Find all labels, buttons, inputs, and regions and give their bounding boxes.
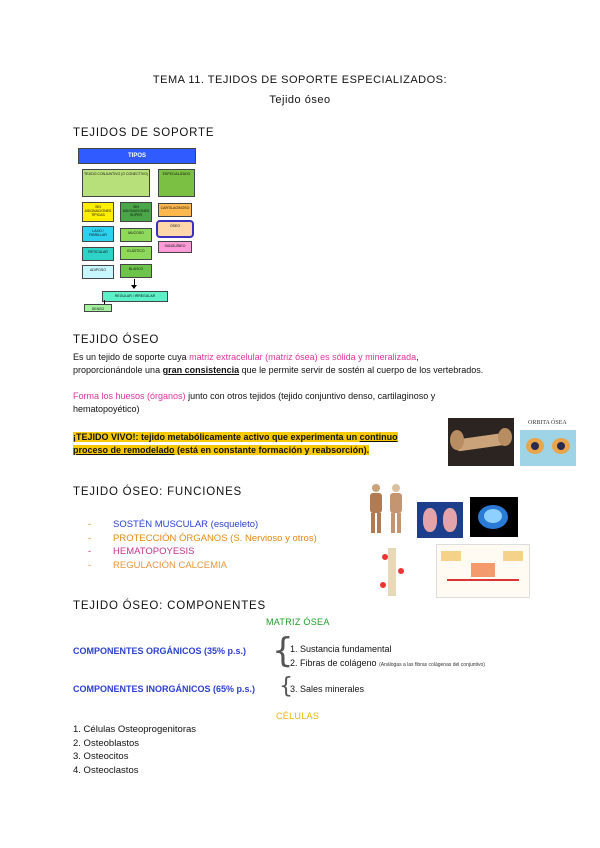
diagram-col-b: SIN ASIGNACIONES SUPER [120, 202, 152, 222]
page-subtitle: Tejido óseo [269, 94, 331, 106]
orbita-skull-image [520, 430, 576, 466]
vivo-line1-underlined: continuo [359, 432, 398, 442]
diagram-tipos: TIPOS [78, 148, 196, 164]
tejido-vivo-line1 [73, 432, 398, 442]
list-item [88, 518, 368, 532]
diagram-arrowhead [131, 285, 137, 289]
list-item: 1. Células Osteoprogenitoras [73, 724, 197, 735]
p3-pink: Forma los huesos (órganos) [73, 391, 186, 401]
p1-post: , [416, 352, 419, 362]
org-item-2 [290, 658, 485, 668]
p2-pre: proporcionándole una [73, 365, 163, 375]
diagram-blanco: BLANCO [120, 264, 152, 278]
org-item-1: 1. Sustancia fundamental [290, 644, 392, 654]
diagram-adiposo: ADIPOSO [82, 265, 114, 279]
vivo-line2-underlined: proceso de remodelado [73, 445, 175, 455]
page-title: TEMA 11. TEJIDOS DE SOPORTE ESPECIALIZADOS: [152, 74, 448, 86]
funcion-text: SOSTÉN MUSCULAR (esqueleto) [113, 519, 259, 530]
oseo-paragraph-1 [73, 352, 533, 362]
inorganicos-label: COMPONENTES INORGÁNICOS (65% p.s.) [73, 684, 256, 694]
p1-pink: matriz extracelular (matriz ósea) es sólida y mineralizada [189, 352, 417, 362]
list-item [88, 545, 368, 559]
list-item: 2. Osteoblastos [73, 737, 140, 749]
list-item: 4. Osteoclastos [73, 764, 139, 776]
oseo-paragraph-3 [73, 391, 543, 401]
org-item-2-note: (Análogas a las fibras colágenas del conjuntivo) [379, 662, 485, 668]
tejido-vivo-line2 [73, 445, 369, 455]
list-dash: - [88, 532, 92, 544]
section-heading-funciones: TEJIDO ÓSEO: FUNCIONES [73, 486, 243, 498]
diagram-mucoso: MUCOSO [120, 228, 152, 242]
diagram-cartilaginoso: CARTILAGINOSO [158, 203, 192, 217]
list-dash: - [88, 519, 92, 530]
brain-skull-image [470, 497, 518, 537]
list-item [88, 532, 368, 546]
list-item [88, 559, 368, 573]
diagram-bottom2: DENSO [84, 304, 112, 312]
diagram-elastico: ELÁSTICO [120, 246, 152, 260]
skeleton-muscle-image [368, 484, 410, 534]
diagram-conectivo: TEJIDO CONJUNTIVO (O CONECTIVO) [82, 169, 150, 197]
organicos-brace: { [272, 631, 294, 671]
calcemia-diagram-image [436, 544, 530, 598]
diagram-sanguineo: SANGUÍNEO [158, 241, 192, 253]
celulas-list [73, 723, 196, 777]
thorax-image [417, 502, 463, 538]
inorganicos-brace: { [279, 674, 293, 699]
vivo-line1-pre: ¡TEJIDO VIVO!: tejido metabólicamente activo que experimenta un [73, 432, 360, 442]
bone-photo [448, 418, 514, 466]
celulas-label: CÉLULAS [276, 711, 320, 721]
funcion-text: PROTECCIÓN ÓRGANOS (S. Nervioso y otros) [113, 532, 317, 544]
list-item: 3. Osteocitos [73, 751, 129, 762]
section-heading-componentes: TEJIDO ÓSEO: COMPONENTES [73, 600, 266, 612]
diagram-especializado: ESPECIALIZADO [158, 169, 195, 197]
section-heading-soporte: TEJIDOS DE SOPORTE [73, 127, 215, 139]
organicos-label: COMPONENTES ORGÁNICOS (35% p.s.) [73, 646, 247, 656]
section-heading-oseo: TEJIDO ÓSEO [73, 334, 160, 346]
funcion-text: HEMATOPOYESIS [113, 546, 195, 557]
funciones-list [88, 518, 368, 572]
funcion-text: REGULACIÓN CALCEMIA [113, 559, 228, 571]
diagram-reticular: RETICULAR [82, 247, 114, 261]
list-dash: - [88, 559, 92, 571]
inorg-item-3: 3. Sales minerales [290, 684, 365, 694]
tissue-types-diagram [78, 148, 198, 313]
p2-post: que le permite servir de sostén al cuerpo de los vertebrados. [239, 365, 484, 375]
diagram-oseo: ÓSEO [156, 220, 194, 238]
p1-pre: Es un tejido de soporte cuya [73, 352, 190, 362]
p2-underlined: gran consistencia [162, 365, 240, 375]
bone-marrow-image [376, 548, 412, 596]
oseo-paragraph-3-line2: hematopoyético) [73, 404, 140, 414]
oseo-paragraph-2 [73, 365, 543, 375]
list-dash: - [88, 546, 92, 557]
diagram-bottom1: REGULAR / IRREGULAR [102, 291, 168, 302]
vivo-line2-post: (está en constante formación y reabsorción). [174, 445, 370, 455]
orbita-caption: ORBITA ÓSEA [528, 420, 567, 426]
diagram-col-a: SIN ASIGNACIONES TÍPICAS [82, 202, 114, 222]
p3-post: junto con otros tejidos (tejido conjuntivo denso, cartilaginoso y [185, 391, 436, 401]
matriz-label: MATRIZ ÓSEA [266, 617, 330, 627]
org-item-2-text: 2. Fibras de colágeno [290, 658, 377, 668]
diagram-laxo: LAXO / FIBRILLAR [82, 226, 114, 242]
